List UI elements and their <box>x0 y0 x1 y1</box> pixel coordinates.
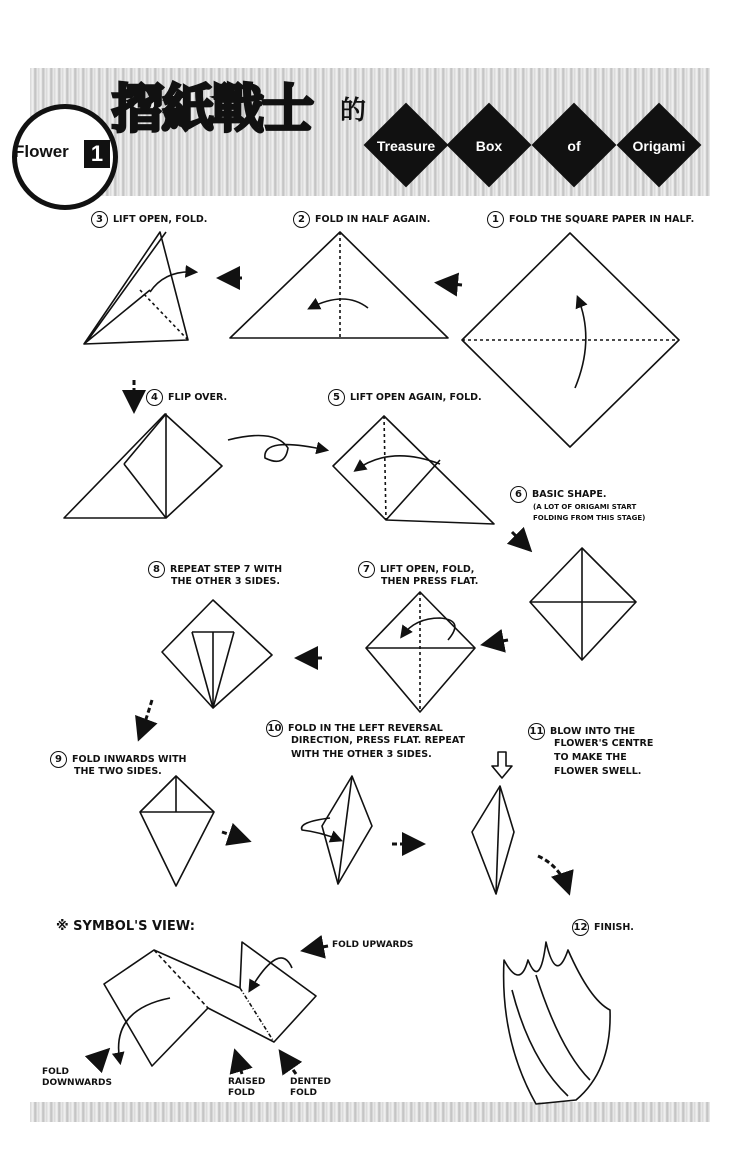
flow-arrow-7 <box>140 700 152 736</box>
step-7-arrow <box>402 618 455 640</box>
fold-downwards-label-2: DOWNWARDS <box>42 1078 112 1088</box>
step-11-label-3: TO MAKE THE <box>554 752 627 763</box>
step-10-label-3: WITH THE OTHER 3 SIDES. <box>291 749 432 760</box>
fold-upwards-label: FOLD UPWARDS <box>332 940 414 950</box>
step-10-arrow <box>302 818 340 840</box>
flow-arrow-1 <box>440 283 462 285</box>
symbol-label-arrow-raised <box>236 1054 242 1074</box>
step-3-label: 3 LIFT OPEN, FOLD. <box>91 211 207 228</box>
raised-fold-label-2: FOLD <box>228 1088 256 1098</box>
title-cjk: 摺紙戰士 <box>112 80 313 140</box>
step-12-flower <box>504 942 611 1104</box>
symbol-label-arrow-up <box>306 946 328 950</box>
step-10-label-2: DIRECTION, PRESS FLAT. REPEAT <box>291 735 465 746</box>
raised-fold-label-1: RAISED <box>228 1077 266 1087</box>
symbol-label-arrow-dented <box>282 1054 296 1074</box>
title-de: 的 <box>340 96 367 126</box>
flow-arrow-10 <box>538 856 568 890</box>
step-12-label: 12 FINISH. <box>572 919 634 936</box>
step-10-label: 10 FOLD IN THE LEFT REVERSAL <box>266 720 443 737</box>
step-9-label: 9 FOLD INWARDS WITH <box>50 751 187 768</box>
step-2-arrow <box>310 299 368 308</box>
step-2-label: 2 FOLD IN HALF AGAIN. <box>293 211 430 228</box>
step-6-shape <box>530 548 636 660</box>
symbol-label-arrow-down <box>94 1052 106 1064</box>
step-11-label: 11 BLOW INTO THE <box>528 723 635 740</box>
diamond-label-of: of <box>567 138 581 154</box>
step-11-label-4: FLOWER SWELL. <box>554 766 642 777</box>
step-1-label: 1 FOLD THE SQUARE PAPER IN HALF. <box>487 211 694 228</box>
step-3-shape <box>84 232 188 344</box>
symbol-paper <box>104 942 316 1066</box>
step-1-arrow <box>575 298 586 388</box>
step-9-label-2: THE TWO SIDES. <box>74 766 162 777</box>
step-7-label-2: THEN PRESS FLAT. <box>381 576 479 587</box>
step-2-triangle <box>230 232 448 338</box>
step-4-shape <box>64 414 222 518</box>
step-8-label-2: THE OTHER 3 SIDES. <box>171 576 280 587</box>
step-6-label: 6 BASIC SHAPE. <box>510 486 606 503</box>
flower-number: 1 <box>84 140 110 168</box>
flow-arrow-8 <box>222 832 246 840</box>
step-5-label: 5 LIFT OPEN AGAIN, FOLD. <box>328 389 482 406</box>
symbols-title: ※ SYMBOL'S VIEW: <box>56 919 195 934</box>
step-7-label: 7 LIFT OPEN, FOLD, <box>358 561 474 578</box>
step-6-sub-2: FOLDING FROM THIS STAGE) <box>533 514 646 522</box>
diamond-label-treasure: Treasure <box>376 138 436 154</box>
step-10-shape <box>322 776 372 884</box>
step-4-label: 4 FLIP OVER. <box>146 389 227 406</box>
step-9-shape <box>140 776 214 886</box>
flower-label: Flower <box>14 142 69 161</box>
fold-downwards-label-1: FOLD <box>42 1067 70 1077</box>
step-11-blow-arrow <box>492 752 512 778</box>
step-11-shape <box>472 786 514 894</box>
step-11-label-2: FLOWER'S CENTRE <box>554 738 654 749</box>
step-4-flip-arrow <box>228 436 326 462</box>
step-8-label: 8 REPEAT STEP 7 WITH <box>148 561 282 578</box>
dented-fold-label-2: FOLD <box>290 1088 318 1098</box>
diamond-label-box: Box <box>475 138 503 154</box>
flow-arrow-4 <box>512 532 528 548</box>
step-6-sub-1: (A LOT OF ORIGAMI START <box>533 503 637 511</box>
dented-fold-label-1: DENTED <box>290 1077 331 1087</box>
flow-arrow-5 <box>486 640 508 644</box>
diamond-label-origami: Origami <box>632 138 686 154</box>
